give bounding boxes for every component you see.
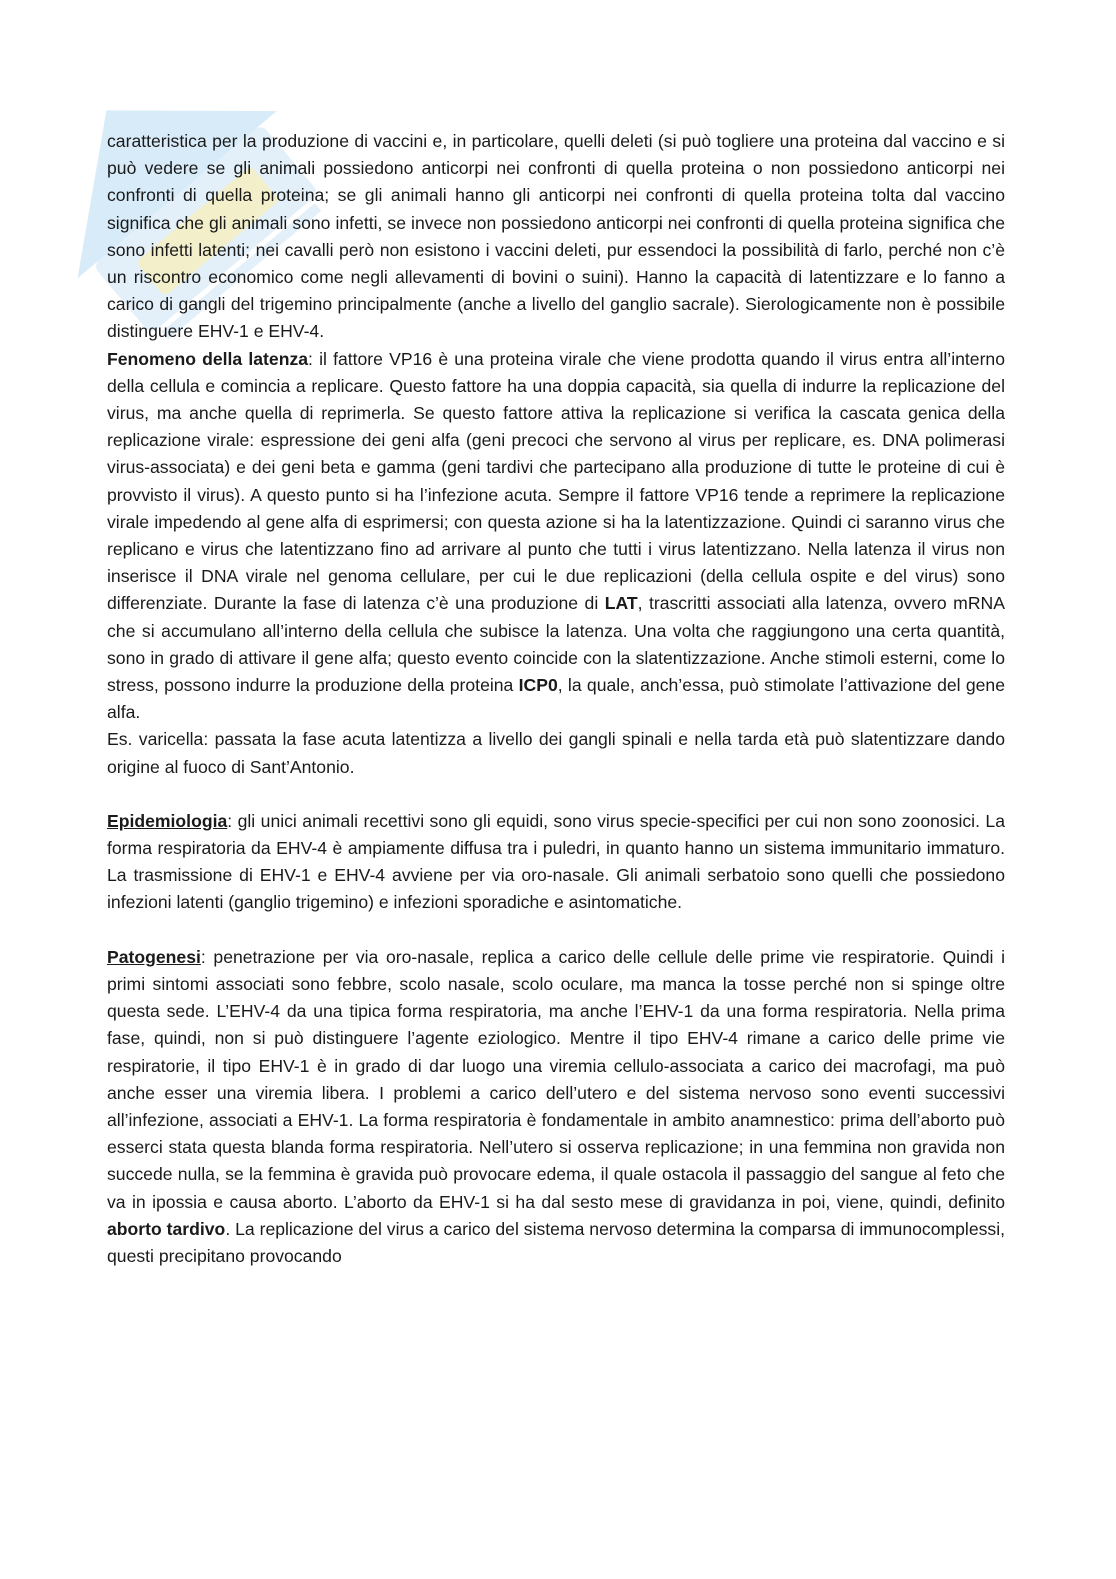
paragraph-epidemiologia (107, 808, 1005, 917)
paragraph-text: caratteristica per la produzione di vaccini e, in particolare, quelli deleti (si può togliere una proteina dal vaccino e si può vedere se gli animali possiedono anticorpi nei confronti di quella proteina o non possiedono anticorpi nei confronti di quella proteina; se gli animali hanno gli anticorpi nei confronti di quella proteina tolta dal vaccino significa che gli animali sono infetti, se invece non possiedono anticorpi nei confronti di quella proteina significa che sono infetti latenti; nei cavalli però non esistono i vaccini deleti, pur essendoci la possibilità di farlo, perché non c’è un riscontro economico come negli allevamenti di bovini o suini). Hanno la capacità di latentizzare e lo fanno a carico di gangli del trigemino principalmente (anche a livello del ganglio sacrale). Sierologicamente non è possibile distinguere EHV-1 e EHV-4. (107, 131, 1005, 342)
paragraph-latenza (107, 346, 1005, 727)
document-page (107, 128, 1005, 1270)
paragraph-text: : penetrazione per via oro-nasale, replica a carico delle cellule delle prime vie respiratorie. Quindi i primi sintomi associati sono febbre, scolo nasale, scolo oculare, ma manca la tosse perché non si spinge oltre questa sede. L’EHV-4 da una tipica forma respiratoria, ma anche l’EHV-1 da una forma respiratoria. Nella prima fase, quindi, non si può distinguere l’agente eziologico. Mentre il tipo EHV-4 rimane a carico delle prime vie respiratorie, il tipo EHV-1 è in grado di dar luogo una viremia cellulo-associata a carico dei macrofagi, ma può anche esser una viremia libera. I problemi a carico dell’utero e del sistema nervoso sono eventi successivi all’infezione, associati a EHV-1. La forma respiratoria è fondamentale in ambito anamnestico: prima dell’aborto può esserci stata questa blanda forma respiratoria. Nell’utero si osserva replicazione; in una femmina non gravida non succede nulla, se la femmina è gravida può provocare edema, il quale ostacola il passaggio del sangue al feto che va in ipossia e causa aborto. L’aborto da EHV-1 si ha dal sesto mese di gravidanza in poi, viene, quindi, definito (107, 946, 1005, 1212)
section-heading-epidemiologia: Epidemiologia (107, 810, 228, 831)
term-icp0: ICP0 (518, 675, 558, 696)
paragraph-text: . La replicazione del virus a carico del sistema nervoso determina la comparsa di immunocomplessi, questi precipitano provocando (107, 1218, 1006, 1266)
paragraph-varicella (107, 726, 1005, 780)
paragraph-gap (107, 781, 1005, 808)
section-label-latenza: Fenomeno della latenza (107, 348, 309, 369)
paragraph-gap (107, 917, 1005, 944)
paragraph-text: , la quale, anch’essa, può stimolate l’attivazione del gene alfa. (107, 675, 1005, 723)
paragraph-text: Es. varicella: passata la fase acuta latentizza a livello dei gangli spinali e nella tarda età può slatentizzare dando origine al fuoco di Sant’Antonio. (107, 729, 1005, 777)
paragraph-text: : il fattore VP16 è una proteina virale che viene prodotta quando il virus entra all’interno della cellula e comincia a replicare. Questo fattore ha una doppia capacità, sia quella di indurre la replicazione del virus, ma anche quella di reprimerla. Se questo fattore attiva la replicazione si verifica la cascata genica della replicazione virale: espressione dei geni alfa (geni precoci che servono al virus per replicare, es. DNA polimerasi virus-associata) e dei geni beta e gamma (geni tardivi che partecipano alla produzione di tutte le proteine di cui è provvisto il virus). A questo punto si ha l’infezione acuta. Sempre il fattore VP16 tende a reprimere la replicazione virale impedendo al gene alfa di esprimersi; con questa azione si ha la latentizzazione. Quindi ci saranno virus che replicano e virus che latentizzano fino ad arrivare al punto che tutti i virus latentizzano. Nella latenza il virus non inserisce il DNA virale nel genoma cellulare, per cui le due replicazioni (della cellula ospite e del virus) sono differenziate. Durante la fase di latenza c’è una produzione di (107, 348, 1005, 614)
paragraph-text: , trascritti associati alla latenza, ovvero mRNA che si accumulano all’interno della cellula che subisce la latenza. Una volta che raggiungono una certa quantità, sono in grado di attivare il gene alfa; questo evento coincide con la slatentizzazione. Anche stimoli esterni, come lo stress, possono indurre la produzione della proteina (107, 593, 1005, 696)
paragraph-vaccini (107, 128, 1005, 346)
term-lat: LAT (604, 593, 638, 614)
section-heading-patogenesi: Patogenesi (107, 946, 201, 967)
paragraph-text: : gli unici animali recettivi sono gli equidi, sono virus specie-specifici per cui non sono zoonosici. La forma respiratoria da EHV-4 è ampiamente diffusa tra i puledri, in quanto hanno un sistema immunitario immaturo. La trasmissione di EHV-1 e EHV-4 avviene per via oro-nasale. Gli animali serbatoio sono quelli che possiedono infezioni latenti (ganglio trigemino) e infezioni sporadiche e asintomatiche. (107, 810, 1005, 913)
term-aborto-tardivo: aborto tardivo (107, 1218, 226, 1239)
paragraph-patogenesi (107, 944, 1005, 1270)
